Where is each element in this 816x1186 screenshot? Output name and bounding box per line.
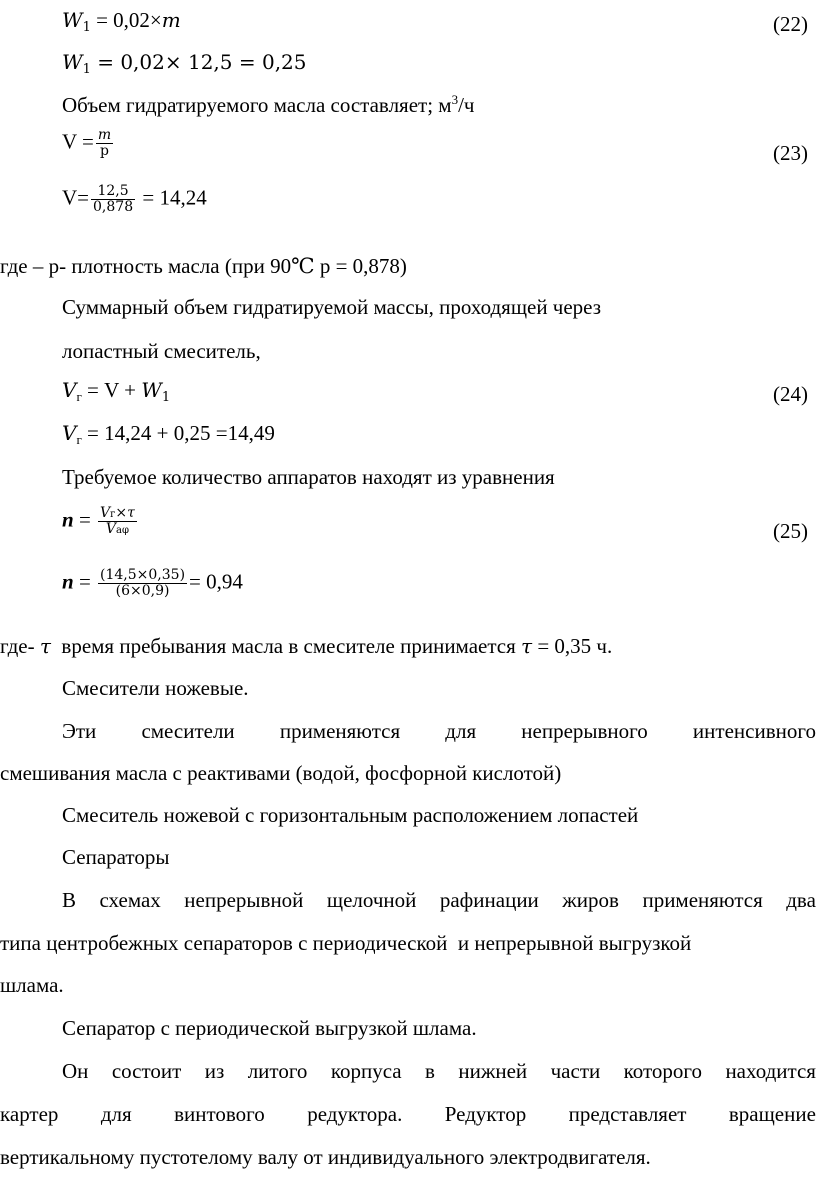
volume-paragraph: Объем гидратируемого масла составляет; $м^3/ч$: [62, 92, 475, 117]
design-line2: картер для винтового редуктора. Редуктор представляет вращение: [0, 1102, 816, 1126]
schemes-line1: В схемах непрерывной щелочной рафинации жиров применяются два: [62, 888, 816, 912]
knife-mixers-heading: Смесители ножевые.: [62, 676, 249, 700]
equation-number-22: (22): [773, 12, 808, 36]
periodic-separator-heading: Сепаратор с периодической выгрузкой шлама.: [62, 1016, 477, 1040]
equation-23-result: V= $\frac{12,5}{0,878}$ = 14,24: [62, 183, 207, 216]
knife-mixer-paragraph: Смеситель ножевой с горизонтальным расположением лопастей: [62, 803, 639, 827]
schemes-line2: типа центробежных сепараторов с периодической и непрерывной выгрузкой: [0, 931, 692, 955]
equation-25: n = $\frac{Vг\times\tau}{\text{Vаφ}}$: [62, 505, 135, 538]
separators-heading: Сепараторы: [62, 845, 170, 869]
mixers-usage-line2: смешивания масла с реактивами (водой, фосфорной кислотой): [0, 761, 562, 785]
equation-22: $W_1 = 0,02\times m$: [62, 8, 181, 35]
equation-22-result: $W_1 = 0,02\times 12,5 = 0,25$: [62, 50, 307, 77]
equation-number-24: (24): [773, 382, 808, 406]
schemes-line3: шлама.: [0, 973, 64, 997]
equation-25-result: n = $\frac{(14,5\times 0,35)}{(6\times 0,9)}$ = 0,94: [62, 567, 243, 600]
equation-number-23: (23): [773, 141, 808, 165]
equation-number-25: (25): [773, 519, 808, 543]
where-residence-time: где- τ время пребывания масла в смесителе принимается τ = 0,35 ч.: [0, 634, 613, 658]
required-count-paragraph: Требуемое количество аппаратов находят из уравнения: [62, 465, 555, 489]
where-density: где – р- плотность масла (при 90℃ р = 0,878): [0, 254, 407, 278]
equation-24-result: $V_г = 14,24 + 0,25 =14,49$: [62, 421, 275, 447]
sum-volume-line2: лопастный смеситель,: [62, 339, 261, 363]
mixers-usage-line1: Эти смесители применяются для непрерывного интенсивного: [62, 719, 816, 743]
design-line1: Он состоит из литого корпуса в нижней части которого находится: [62, 1059, 816, 1083]
equation-23: V = $\frac{m}{p}$: [62, 127, 112, 160]
sum-volume-line1: Суммарный объем гидратируемой массы, проходящей через: [62, 295, 602, 319]
design-line3: вертикальному пустотелому валу от индивидуального электродвигателя.: [0, 1145, 651, 1169]
equation-24: $V_г = V + W_1$: [62, 378, 171, 405]
